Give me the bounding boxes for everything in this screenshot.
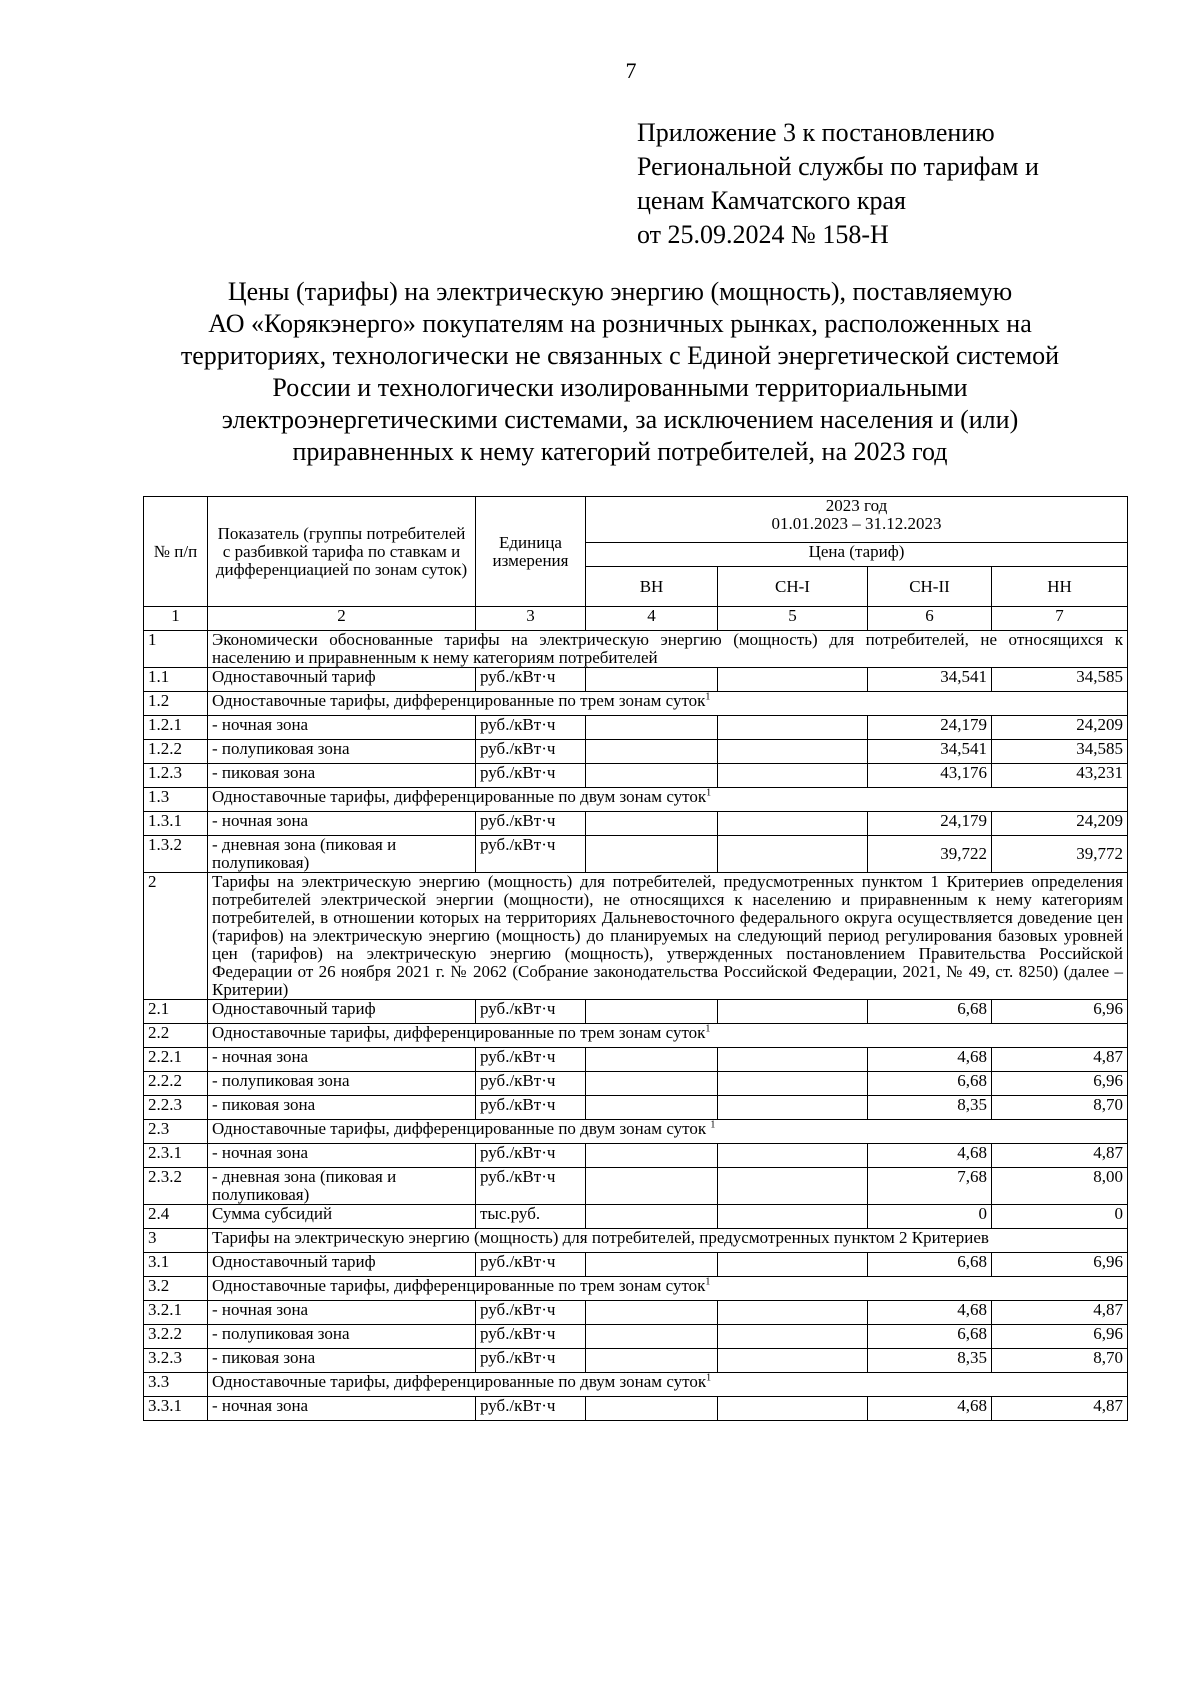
title-line: приравненных к нему категорий потребителей, на 2023 год (292, 437, 948, 466)
row-num: 1.2.3 (144, 764, 208, 788)
row-unit: руб./кВт·ч (476, 1048, 586, 1072)
table-row (144, 1397, 1128, 1421)
cell-nn: 39,772 (992, 836, 1128, 873)
footnote-mark: 1 (706, 787, 712, 799)
table-row (144, 1000, 1128, 1024)
section-text: Экономически обоснованные тарифы на электрическую энергию (мощность) для потребителей, не относящихся к населению и приравненным к нему категориям потребителей (208, 631, 1128, 668)
row-name: - ночная зона (208, 812, 476, 836)
subheader-row (144, 1373, 1128, 1397)
row-num: 3.2.3 (144, 1349, 208, 1373)
row-name: - пиковая зона (208, 1349, 476, 1373)
cell-sn2: 4,68 (868, 1048, 992, 1072)
cell-sn1 (718, 1205, 868, 1229)
cell-nn: 34,585 (992, 740, 1128, 764)
table-row (144, 836, 1128, 873)
row-num: 2.1 (144, 1000, 208, 1024)
footnote-mark: 1 (705, 691, 711, 703)
subheader-row (144, 1120, 1128, 1144)
cell-nn: 4,87 (992, 1048, 1128, 1072)
col-number: 6 (868, 607, 992, 631)
header-year (586, 497, 1128, 543)
row-name: Одноставочный тариф (208, 1253, 476, 1277)
row-name: - ночная зона (208, 716, 476, 740)
row-num: 2.3 (144, 1120, 208, 1144)
cell-nn: 24,209 (992, 812, 1128, 836)
cell-sn1 (718, 1168, 868, 1205)
table-row (144, 1349, 1128, 1373)
appendix-line: Приложение 3 к постановлению (637, 118, 995, 147)
cell-vn (586, 1048, 718, 1072)
row-unit: руб./кВт·ч (476, 1325, 586, 1349)
row-name: Сумма субсидий (208, 1205, 476, 1229)
row-unit: тыс.руб. (476, 1205, 586, 1229)
header-unit: Единица измерения (476, 497, 586, 607)
col-number: 4 (586, 607, 718, 631)
cell-sn1 (718, 668, 868, 692)
row-unit: руб./кВт·ч (476, 1349, 586, 1373)
cell-vn (586, 1349, 718, 1373)
header-num: № п/п (144, 497, 208, 607)
row-num: 1.2 (144, 692, 208, 716)
cell-vn (586, 668, 718, 692)
subheader-row (144, 788, 1128, 812)
row-unit: руб./кВт·ч (476, 668, 586, 692)
appendix-line: ценам Камчатского края (637, 186, 906, 215)
cell-sn2: 34,541 (868, 668, 992, 692)
cell-sn2: 24,179 (868, 716, 992, 740)
section-num: 2 (144, 873, 208, 1000)
row-name: - пиковая зона (208, 1096, 476, 1120)
table-row (144, 1096, 1128, 1120)
cell-sn2: 6,68 (868, 1000, 992, 1024)
cell-vn (586, 1096, 718, 1120)
row-name (208, 1024, 1128, 1048)
section-row (144, 631, 1128, 668)
row-num: 1.3 (144, 788, 208, 812)
title-line: территориях, технологически не связанных с Единой энергетической системой (180, 341, 1060, 370)
header-level-sn1: СН-I (718, 567, 868, 607)
row-num: 2.3.1 (144, 1144, 208, 1168)
row-name: - дневная зона (пиковая и полупиковая) (208, 836, 476, 873)
appendix-reference (637, 116, 1039, 252)
section-row (144, 873, 1128, 1000)
row-name: - полупиковая зона (208, 740, 476, 764)
cell-sn1 (718, 812, 868, 836)
row-num: 1.1 (144, 668, 208, 692)
section-row (144, 1229, 1128, 1253)
row-name-text: Одноставочные тарифы, дифференцированные по трем зонам суток (212, 691, 706, 710)
header-level-vn: ВН (586, 567, 718, 607)
title-line: электроэнергетическими системами, за исключением населения и (или) (221, 405, 1019, 434)
tariff-table (143, 496, 1128, 1421)
title-line: Цены (тарифы) на электрическую энергию (мощность), поставляемую (227, 277, 1013, 306)
appendix-line: от 25.09.2024 № 158-Н (637, 220, 889, 249)
cell-nn: 6,96 (992, 1253, 1128, 1277)
cell-vn (586, 1397, 718, 1421)
table-row (144, 812, 1128, 836)
row-unit: руб./кВт·ч (476, 1096, 586, 1120)
cell-sn2: 6,68 (868, 1072, 992, 1096)
row-num: 3.3.1 (144, 1397, 208, 1421)
row-unit: руб./кВт·ч (476, 1301, 586, 1325)
header-level-nn: НН (992, 567, 1128, 607)
cell-sn2: 24,179 (868, 812, 992, 836)
row-unit: руб./кВт·ч (476, 740, 586, 764)
cell-vn (586, 764, 718, 788)
cell-sn2: 8,35 (868, 1349, 992, 1373)
row-unit: руб./кВт·ч (476, 1253, 586, 1277)
col-number: 7 (992, 607, 1128, 631)
row-num: 2.2.1 (144, 1048, 208, 1072)
title-line: АО «Корякэнерго» покупателям на розничных рынках, расположенных на (208, 309, 1032, 338)
cell-vn (586, 1301, 718, 1325)
cell-nn: 0 (992, 1205, 1128, 1229)
row-name: Одноставочный тариф (208, 668, 476, 692)
row-name (208, 1277, 1128, 1301)
subheader-row (144, 1024, 1128, 1048)
table-row (144, 1072, 1128, 1096)
row-name: - ночная зона (208, 1048, 476, 1072)
cell-sn2: 7,68 (868, 1168, 992, 1205)
cell-sn1 (718, 764, 868, 788)
row-unit: руб./кВт·ч (476, 1168, 586, 1205)
cell-nn: 43,231 (992, 764, 1128, 788)
row-unit: руб./кВт·ч (476, 1072, 586, 1096)
cell-sn1 (718, 716, 868, 740)
document-title (120, 276, 1120, 468)
table-row (144, 668, 1128, 692)
row-name: - дневная зона (пиковая и полупиковая) (208, 1168, 476, 1205)
row-name: - ночная зона (208, 1397, 476, 1421)
row-num: 3.2.1 (144, 1301, 208, 1325)
cell-sn1 (718, 740, 868, 764)
section-text: Тарифы на электрическую энергию (мощность) для потребителей, предусмотренных пунктом 1 Критериев определения потребителей электрической энергии (мощности), не относящихся к населению и приравненным к нему категориям потребителей, в отношении которых на территориях Дальневосточного федерального округа осуществляется доведение цен (тарифов) на электрическую энергию (мощность) до планируемых на следующий период регулирования базовых уровней цен (тарифов) на электрическую энергию (мощность), утвержденных постановлением Правительства Российской Федерации от 26 ноября 2021 г. № 2062 (Собрание законодательства Российской Федерации, 2021, № 49, ст. 8250) (далее – Критерии) (208, 873, 1128, 1000)
cell-nn: 6,96 (992, 1325, 1128, 1349)
row-name: - пиковая зона (208, 764, 476, 788)
header-level-sn2: СН-II (868, 567, 992, 607)
row-num: 3.3 (144, 1373, 208, 1397)
cell-vn (586, 1168, 718, 1205)
cell-nn: 6,96 (992, 1000, 1128, 1024)
section-num: 1 (144, 631, 208, 668)
cell-sn1 (718, 1144, 868, 1168)
cell-nn: 4,87 (992, 1301, 1128, 1325)
table-row (144, 1253, 1128, 1277)
header-period: 01.01.2023 – 31.12.2023 (771, 514, 942, 533)
table-row (144, 1048, 1128, 1072)
table-row (144, 1144, 1128, 1168)
cell-vn (586, 740, 718, 764)
header-price: Цена (тариф) (586, 543, 1128, 567)
cell-sn1 (718, 1301, 868, 1325)
row-num: 3.2 (144, 1277, 208, 1301)
row-name: - полупиковая зона (208, 1325, 476, 1349)
row-name (208, 788, 1128, 812)
title-line: России и технологически изолированными территориальными (272, 373, 968, 402)
cell-sn2: 6,68 (868, 1253, 992, 1277)
row-name-text: Одноставочные тарифы, дифференцированные по двум зонам суток (212, 1119, 711, 1138)
row-name-text: Одноставочные тарифы, дифференцированные по трем зонам суток (212, 1276, 706, 1295)
row-unit: руб./кВт·ч (476, 1397, 586, 1421)
table-row (144, 764, 1128, 788)
cell-nn: 4,87 (992, 1144, 1128, 1168)
col-number: 5 (718, 607, 868, 631)
section-text: Тарифы на электрическую энергию (мощность) для потребителей, предусмотренных пунктом 2 Критериев (208, 1229, 1128, 1253)
cell-sn2: 34,541 (868, 740, 992, 764)
row-num: 2.2 (144, 1024, 208, 1048)
cell-nn: 6,96 (992, 1072, 1128, 1096)
cell-vn (586, 812, 718, 836)
row-unit: руб./кВт·ч (476, 764, 586, 788)
row-num: 2.4 (144, 1205, 208, 1229)
row-num: 2.3.2 (144, 1168, 208, 1205)
cell-sn1 (718, 1048, 868, 1072)
table-row (144, 1205, 1128, 1229)
footnote-mark: 1 (710, 1119, 716, 1131)
row-num: 1.2.2 (144, 740, 208, 764)
cell-sn2: 6,68 (868, 1325, 992, 1349)
cell-vn (586, 1205, 718, 1229)
row-num: 1.2.1 (144, 716, 208, 740)
table-row (144, 1168, 1128, 1205)
section-num: 3 (144, 1229, 208, 1253)
cell-sn2: 0 (868, 1205, 992, 1229)
row-num: 1.3.2 (144, 836, 208, 873)
subheader-row (144, 1277, 1128, 1301)
cell-sn1 (718, 1253, 868, 1277)
cell-sn1 (718, 1000, 868, 1024)
row-name: - ночная зона (208, 1301, 476, 1325)
row-name: Одноставочный тариф (208, 1000, 476, 1024)
row-name-text: Одноставочные тарифы, дифференцированные по трем зонам суток (212, 1023, 706, 1042)
table-row (144, 1301, 1128, 1325)
cell-sn1 (718, 1397, 868, 1421)
cell-nn: 8,70 (992, 1349, 1128, 1373)
footnote-mark: 1 (705, 1276, 711, 1288)
header-year-label: 2023 год (825, 496, 888, 515)
row-name (208, 1120, 1128, 1144)
cell-sn2: 4,68 (868, 1397, 992, 1421)
cell-nn: 8,00 (992, 1168, 1128, 1205)
table-row (144, 740, 1128, 764)
col-number: 3 (476, 607, 586, 631)
row-num: 2.2.2 (144, 1072, 208, 1096)
row-num: 3.2.2 (144, 1325, 208, 1349)
col-number: 2 (208, 607, 476, 631)
row-unit: руб./кВт·ч (476, 836, 586, 873)
footnote-mark: 1 (706, 1372, 712, 1384)
cell-sn2: 8,35 (868, 1096, 992, 1120)
cell-vn (586, 1000, 718, 1024)
row-unit: руб./кВт·ч (476, 1000, 586, 1024)
row-num: 3.1 (144, 1253, 208, 1277)
cell-nn: 4,87 (992, 1397, 1128, 1421)
table-row (144, 716, 1128, 740)
row-num: 2.2.3 (144, 1096, 208, 1120)
row-unit: руб./кВт·ч (476, 716, 586, 740)
col-number: 1 (144, 607, 208, 631)
cell-sn1 (718, 1096, 868, 1120)
cell-nn: 24,209 (992, 716, 1128, 740)
row-name-text: Одноставочные тарифы, дифференцированные по двум зонам суток (212, 787, 707, 806)
appendix-line: Региональной службы по тарифам и (637, 152, 1039, 181)
cell-nn: 34,585 (992, 668, 1128, 692)
page-number: 7 (625, 58, 637, 83)
cell-vn (586, 836, 718, 873)
row-unit: руб./кВт·ч (476, 812, 586, 836)
row-name (208, 1373, 1128, 1397)
cell-vn (586, 716, 718, 740)
cell-vn (586, 1072, 718, 1096)
table-row (144, 1325, 1128, 1349)
header-indicator: Показатель (группы потребителей с разбивкой тарифа по ставкам и дифференциацией по зонам суток) (208, 497, 476, 607)
cell-sn1 (718, 1072, 868, 1096)
cell-vn (586, 1253, 718, 1277)
row-num: 1.3.1 (144, 812, 208, 836)
cell-vn (586, 1325, 718, 1349)
cell-sn2: 4,68 (868, 1144, 992, 1168)
cell-sn1 (718, 1325, 868, 1349)
cell-nn: 8,70 (992, 1096, 1128, 1120)
row-name: - полупиковая зона (208, 1072, 476, 1096)
row-unit: руб./кВт·ч (476, 1144, 586, 1168)
row-name (208, 692, 1128, 716)
cell-sn1 (718, 836, 868, 873)
row-name: - ночная зона (208, 1144, 476, 1168)
cell-vn (586, 1144, 718, 1168)
footnote-mark: 1 (705, 1023, 711, 1035)
cell-sn1 (718, 1349, 868, 1373)
cell-sn2: 4,68 (868, 1301, 992, 1325)
row-name-text: Одноставочные тарифы, дифференцированные по двум зонам суток (212, 1372, 707, 1391)
cell-sn2: 43,176 (868, 764, 992, 788)
cell-sn2: 39,722 (868, 836, 992, 873)
subheader-row (144, 692, 1128, 716)
